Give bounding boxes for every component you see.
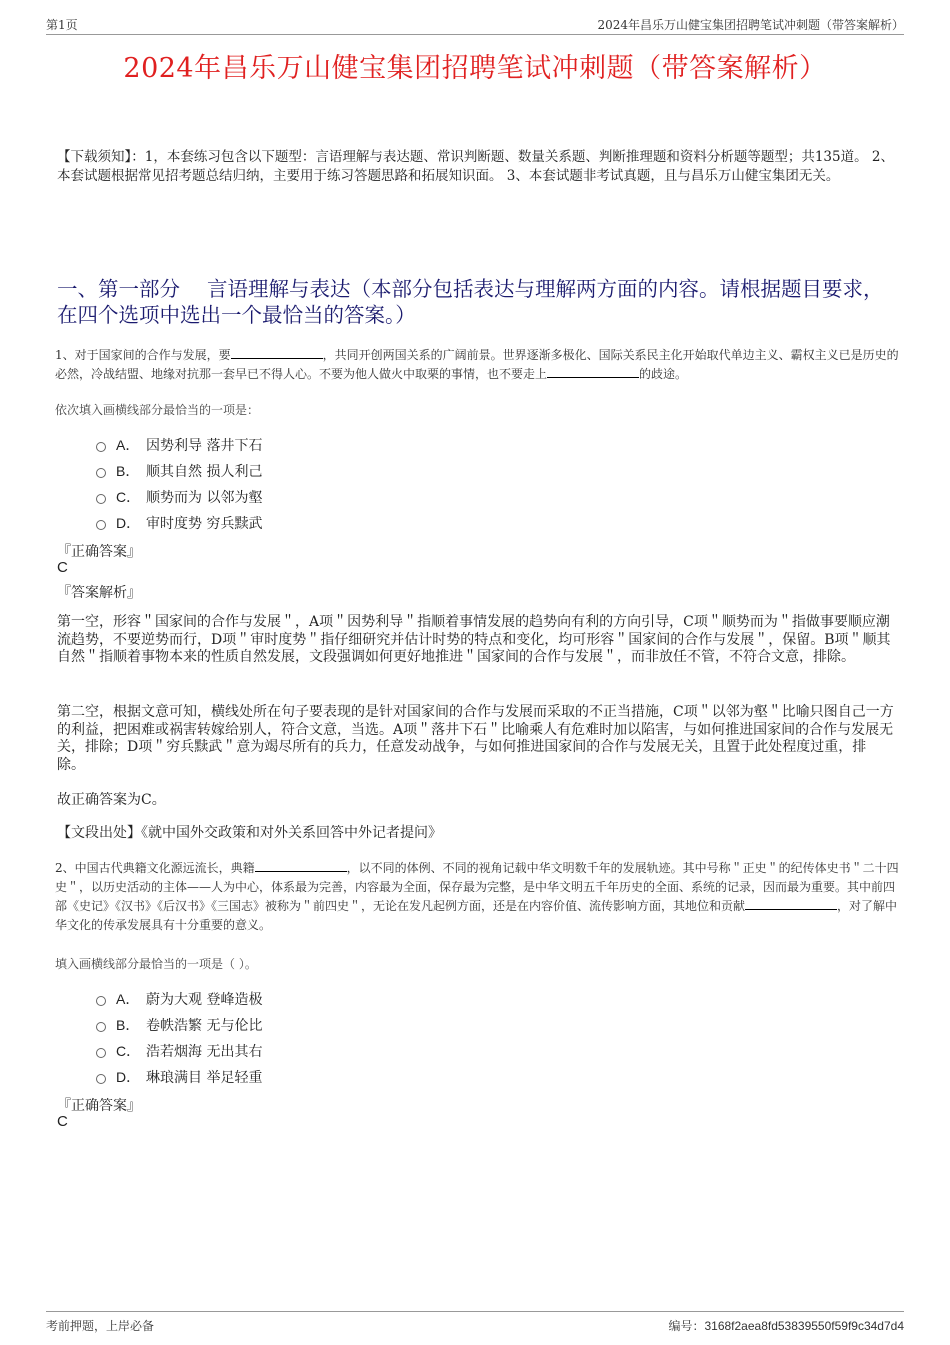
page-footer <box>46 1311 904 1336</box>
option-b[interactable]: B． 顺其自然 损人利己 <box>96 458 262 484</box>
question-2-options <box>96 986 262 1090</box>
correct-answer: C <box>57 559 68 576</box>
question-1-options <box>96 432 262 536</box>
question-1-text: 1、对于国家间的合作与发展，要 ，共同开创两国关系的广阔前景。世界逐渐多极化、国际关系民主化开始取代单边主义、霸权主义已是历史的必然，冷战结盟、地缘对抗那一套早已不得人心。不要为他人做火中取栗的事情，也不要走上 的歧途。 <box>55 348 899 381</box>
option-d[interactable]: D． 琳琅满目 举足轻重 <box>96 1064 262 1090</box>
analysis-label: 『答案解析』 <box>57 585 141 601</box>
page-header <box>46 14 904 35</box>
header-doc-title: 2024年昌乐万山健宝集团招聘笔试冲刺题（带答案解析） <box>597 18 904 32</box>
analysis-paragraph-1: 第一空，形容＂国家间的合作与发展＂，A项＂因势利导＂指顺着事情发展的趋势向有利的方向引导，C项＂顺势而为＂指做事要顺应潮流趋势，不要逆势而行，D项＂审时度势＂指仔细研究并估计时势的特点和变化，均可形容＂国家间的合作与发展＂，保留。B项＂顺其自然＂指顺着事物本来的性质自然发展，文段强调如何更好地推进＂国家间的合作与发展＂，而非放任不管，不符合文意，排除。 <box>57 614 891 665</box>
option-d[interactable]: D． 审时度势 穷兵黩武 <box>96 510 262 536</box>
option-a[interactable]: A． 因势利导 落井下石 <box>96 432 262 458</box>
answer-label: 『正确答案』 <box>57 1098 141 1114</box>
option-c[interactable]: C． 顺势而为 以邻为壑 <box>96 484 262 510</box>
section-title: 一、第一部分 言语理解与表达（本部分包括表达与理解两方面的内容。请根据题目要求，在四个选项中选出一个最恰当的答案。） <box>57 277 884 327</box>
blank-line <box>547 365 639 378</box>
radio-icon[interactable] <box>96 494 106 504</box>
blank-line <box>255 859 347 872</box>
download-notice: 【下载须知】：1，本套练习包含以下题型：言语理解与表达题、常识判断题、数量关系题、判断推理题和资料分析题等题型；共135道。 2、本套试题根据常见招考题总结归纳，主要用于练习答题思路和拓展知识面。 3、本套试题非考试真题，且与昌乐万山健宝集团无关。 <box>57 149 894 184</box>
document-title: 2024年昌乐万山健宝集团招聘笔试冲刺题（带答案解析） <box>123 53 827 84</box>
radio-icon[interactable] <box>96 1074 106 1084</box>
radio-icon[interactable] <box>96 520 106 530</box>
answer-label: 『正确答案』 <box>57 544 141 560</box>
source-citation: 【文段出处】《就中国外交政策和对外关系回答中外记者提问》 <box>57 825 442 841</box>
page-number: 第1页 <box>46 18 78 32</box>
document-code: 编号：3168f2aea8fd53839550f59f9c34d7d4 <box>668 1319 904 1333</box>
analysis-conclusion: 故正确答案为C。 <box>57 792 166 808</box>
option-b[interactable]: B． 卷帙浩繁 无与伦比 <box>96 1012 262 1038</box>
question-1-instruction: 依次填入画横线部分最恰当的一项是： <box>55 403 260 417</box>
radio-icon[interactable] <box>96 1048 106 1058</box>
radio-icon[interactable] <box>96 1022 106 1032</box>
radio-icon[interactable] <box>96 996 106 1006</box>
footer-slogan: 考前押题，上岸必备 <box>46 1319 155 1333</box>
correct-answer: C <box>57 1113 68 1130</box>
radio-icon[interactable] <box>96 442 106 452</box>
blank-line <box>745 897 837 910</box>
question-2-text: 2、中国古代典籍文化源远流长，典籍 ，以不同的体例、不同的视角记载中华文明数千年的发展轨迹。其中号称＂正史＂的纪传体史书＂二十四史＂，以历史活动的主体——人为中心，体系最为完善，内容最为全面，保存最为完整，是中华文明五千年历史的全面、系统的记录，因而最为重要。其中前四部《史记》《汉书》《后汉书》《三国志》被称为＂前四史＂，无论在发凡起例方面，还是在内容价值、流传影响方面，其地位和贡献 ，对了解中华文化的传承发展具有十分重要的意义。 <box>55 861 899 932</box>
radio-icon[interactable] <box>96 468 106 478</box>
analysis-paragraph-2: 第二空，根据文意可知，横线处所在句子要表现的是针对国家间的合作与发展而采取的不正当措施，C项＂以邻为壑＂比喻只图自己一方的利益，把困难或祸害转嫁给别人，符合文意，当选。A项＂落井下石＂比喻乘人有危难时加以陷害，与如何推进国家间的合作与发展无关，排除；D项＂穷兵黩武＂意为竭尽所有的兵力，任意发动战争，与如何推进国家间的合作与发展无关，且置于此处程度过重，排除。 <box>57 704 894 773</box>
option-c[interactable]: C． 浩若烟海 无出其右 <box>96 1038 262 1064</box>
option-a[interactable]: A． 蔚为大观 登峰造极 <box>96 986 262 1012</box>
blank-line <box>231 346 323 359</box>
question-2-instruction: 填入画横线部分最恰当的一项是（ ）。 <box>55 957 257 971</box>
